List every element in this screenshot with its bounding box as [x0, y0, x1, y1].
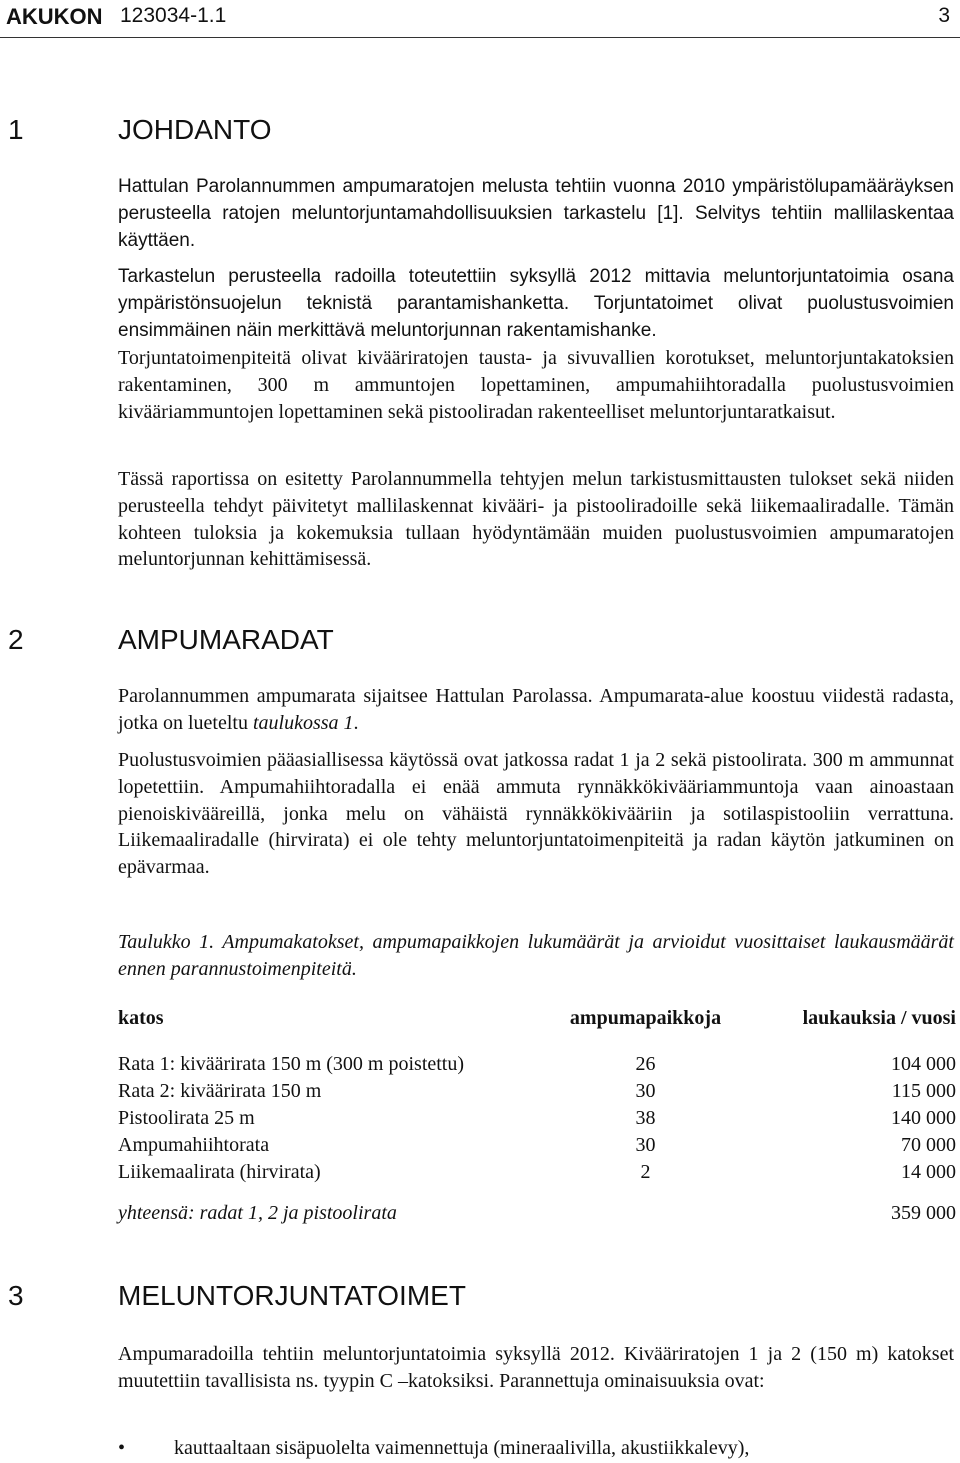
table-cell: 26	[635, 1053, 656, 1075]
table-cell: 30	[635, 1080, 656, 1102]
table-reference: taulukossa 1	[252, 711, 354, 734]
paragraph-intro-2: Tarkastelun perusteella radoilla toteutettiin syksyllä 2012 mittavia meluntorjuntatoimia osana ympäristönsuojelun teknistä parantamishanketta. Torjuntatoimet olivat puolustusvoimien ensimmäinen näin merkittävä meluntorjunnan rakentamishanke.	[118, 266, 954, 341]
table-row	[118, 1080, 956, 1107]
paragraph-text: Parolannummen ampumarata sijaitsee Hattulan Parolassa. Ampumarata-alue koostuu viidestä radasta, jotka on lueteltu	[118, 685, 954, 734]
table-row	[118, 1134, 956, 1161]
paragraph-ranges-2: Puolustusvoimien pääasiallisessa käytössä ovat jatkossa radat 1 ja 2 sekä pistoolirata. 300 m ammunnat lopetettiin. Ampumahiihtoradalla ei enää ammuta rynnäkkökivääriammuntoja vaan ainoastaan pienoiskivääreillä, jonka melu on vähäistä rynnäkkökivääriin ja sotilaspistooliin verrattuna. Liikemaaliradalle (hirvirata) ei ole tehty meluntorjuntatoimenpiteitä ja radan käytön jatkuminen on epävarmaa.	[118, 749, 954, 879]
paragraph-intro-1: Hattulan Parolannummen ampumaratojen melusta tehtiin vuonna 2010 ympäristölupamääräyksen perusteella ratojen meluntorjuntamahdollisuuksien tarkastelu [1]. Selvitys tehtiin mallilaskentaa käyttäen.	[118, 176, 954, 251]
table-cell: Rata 1: kiväärirata 150 m (300 m poistettu)	[118, 1053, 465, 1075]
table-row	[118, 1161, 956, 1188]
table-cell: 14 000	[901, 1161, 956, 1183]
paragraph-intro-3: Torjuntatoimenpiteitä olivat kivääriratojen tausta- ja sivuvallien korotukset, meluntorjuntakatoksien rakentaminen, 300 m ammuntojen lopettaminen, ampumahiihtoradalla puolustusvoimien kivääriammuntojen lopettaminen sekä pistooliradan rakenteelliset meluntorjuntaratkaisut.	[118, 347, 954, 423]
column-header-laukauksia: laukauksia / vuosi	[802, 1007, 956, 1029]
table-cell: 70 000	[901, 1134, 956, 1156]
paragraph-text: .	[353, 711, 359, 734]
shooting-ranges-table	[118, 1007, 956, 1229]
section-number: 2	[8, 624, 24, 655]
column-header-katos: katos	[118, 1007, 164, 1029]
bullet-icon: •	[118, 1437, 126, 1459]
page-header	[0, 0, 960, 40]
table-cell: 115 000	[891, 1080, 956, 1102]
total-label: yhteensä: radat 1, 2 ja pistoolirata	[118, 1202, 397, 1224]
table-cell: Rata 2: kiväärirata 150 m	[118, 1080, 322, 1102]
table-spacer	[118, 1188, 956, 1202]
column-header-ampumapaikkoja: ampumapaikkoja	[569, 1007, 722, 1029]
table-cell: 140 000	[891, 1107, 956, 1129]
section-number: 1	[8, 114, 24, 145]
table-total-row	[118, 1202, 956, 1229]
total-value: 359 000	[891, 1202, 956, 1224]
bullet-text: kauttaaltaan sisäpuolelta vaimennettuja (mineraalivilla, akustiikkalevy),	[174, 1437, 750, 1459]
section-number: 3	[8, 1280, 24, 1311]
table-row	[118, 1053, 956, 1080]
paragraph-intro-4: Tässä raportissa on esitetty Parolannummella tehtyjen melun tarkistusmittausten tulokset sekä niiden perusteella tehdyt päivitetyt mallilaskennat kivääri- ja pistooliradoille sekä liikemaaliradalle. Tämän kohteen tuloksia ja kokemuksia tullaan hyödyntämään muiden puolustusvoimien ampumaratojen meluntorjunnan kehittämisessä.	[118, 468, 954, 571]
table-cell: 38	[635, 1107, 656, 1129]
paragraph-measures: Ampumaradoilla tehtiin meluntorjuntatoimia syksyllä 2012. Kivääriratojen 1 ja 2 (150 m) katokset muutettiin tavallisista ns. tyypin C –katoksiksi. Parannettuja ominaisuuksia ovat:	[118, 1343, 954, 1392]
table-cell: 104 000	[891, 1053, 956, 1075]
header-divider	[0, 37, 960, 38]
table-cell: Liikemaalirata (hirvirata)	[118, 1161, 321, 1183]
paragraph-ranges-1	[118, 683, 954, 737]
table-cell: 2	[640, 1161, 651, 1183]
section-title: JOHDANTO	[118, 114, 272, 145]
table-cell: 30	[635, 1134, 656, 1156]
section-title: MELUNTORJUNTATOIMET	[118, 1280, 466, 1311]
page-number: 3	[938, 4, 950, 27]
table-caption: Taulukko 1. Ampumakatokset, ampumapaikkojen lukumäärät ja arvioidut vuosittaiset laukausmäärät ennen parannustoimenpiteitä.	[118, 931, 954, 980]
akukon-logo: AKUKON	[6, 4, 103, 29]
table-cell: Ampumahiihtorata	[118, 1134, 270, 1156]
section-title: AMPUMARADAT	[118, 624, 334, 655]
document-number: 123034-1.1	[120, 4, 227, 27]
table-row	[118, 1107, 956, 1134]
table-header-row	[118, 1007, 956, 1053]
table-cell: Pistoolirata 25 m	[118, 1107, 255, 1129]
